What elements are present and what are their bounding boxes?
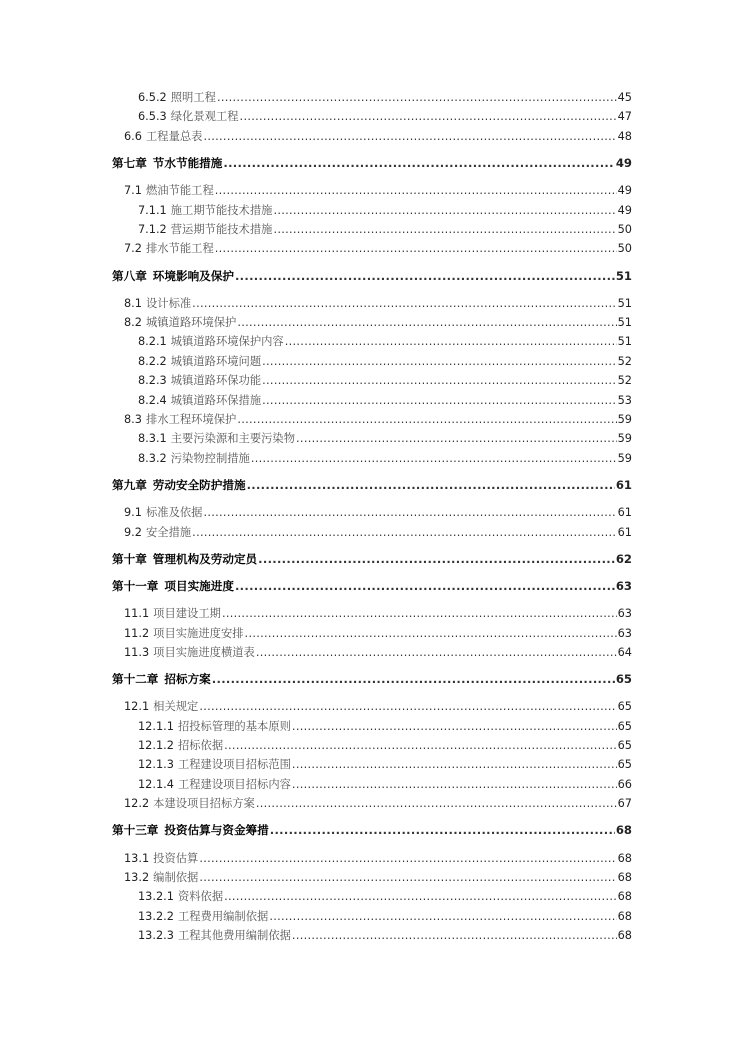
toc-entry[interactable]: [0, 604, 744, 623]
dot-leader: [273, 220, 616, 239]
toc-entry-number: 第十二章: [112, 672, 159, 687]
toc-entry-page: 63: [617, 626, 632, 640]
toc-entry-page: 68: [617, 851, 632, 865]
dot-leader: [245, 624, 617, 643]
dot-leader: [247, 476, 615, 495]
toc-entry-page: 65: [617, 739, 632, 753]
toc-entry[interactable]: [0, 717, 744, 736]
dot-leader: [292, 755, 617, 774]
toc-entry[interactable]: [0, 736, 744, 755]
toc-entry[interactable]: [0, 523, 744, 542]
toc-entry[interactable]: [0, 371, 744, 390]
toc-entry[interactable]: [0, 907, 744, 926]
toc-entry[interactable]: [0, 503, 744, 522]
dot-leader: [262, 371, 616, 390]
toc-entry-number: 8.2.4: [138, 393, 167, 407]
toc-chapter-entry[interactable]: [0, 267, 744, 286]
toc-entry[interactable]: [0, 391, 744, 410]
toc-entry-page: 51: [617, 316, 632, 330]
toc-entry-page: 66: [617, 777, 632, 791]
toc-entry-number: 8.1: [124, 296, 142, 310]
toc-entry-page: 65: [617, 700, 632, 714]
dot-leader: [296, 429, 617, 448]
toc-entry-page: 68: [615, 823, 632, 838]
dot-leader: [240, 107, 617, 126]
toc-entry-page: 61: [617, 506, 632, 520]
toc-entry-page: 68: [617, 909, 632, 923]
toc-entry-title: 工程其他费用编制依据: [177, 929, 291, 943]
toc-entry-title: 招投标管理的基本原则: [177, 719, 291, 733]
toc-entry[interactable]: [0, 201, 744, 220]
toc-entry-number: 11.3: [124, 645, 150, 659]
toc-entry-page: 51: [617, 296, 632, 310]
toc-entry[interactable]: [0, 643, 744, 662]
toc-entry-number: 8.3: [124, 413, 142, 427]
toc-entry[interactable]: [0, 624, 744, 643]
toc-entry-number: 12.1.1: [138, 719, 174, 733]
toc-entry-page: 51: [617, 335, 632, 349]
toc-entry-number: 11.2: [124, 626, 150, 640]
toc-entry-page: 52: [617, 374, 632, 388]
toc-entry-number: 12.1: [124, 700, 150, 714]
toc-entry-number: 13.2.3: [138, 929, 174, 943]
toc-entry-page: 52: [617, 354, 632, 368]
toc-chapter-entry[interactable]: [0, 476, 744, 495]
toc-entry[interactable]: [0, 429, 744, 448]
toc-entry[interactable]: [0, 775, 744, 794]
dot-leader: [237, 313, 616, 332]
toc-entry-page: 59: [617, 413, 632, 427]
toc-entry-number: 7.1: [124, 184, 142, 198]
dot-leader: [251, 449, 617, 468]
toc-entry-page: 50: [617, 242, 632, 256]
toc-entry[interactable]: [0, 181, 744, 200]
dot-leader: [215, 181, 617, 200]
dot-leader: [262, 391, 616, 410]
toc-entry-title: 污染物控制措施: [170, 451, 250, 465]
toc-entry[interactable]: [0, 697, 744, 716]
toc-entry-title: 主要污染源和主要污染物: [170, 432, 296, 446]
toc-entry-page: 49: [615, 155, 632, 170]
toc-entry-title: 工程建设项目招标范围: [177, 758, 291, 772]
toc-entry[interactable]: [0, 926, 744, 945]
toc-entry[interactable]: [0, 107, 744, 126]
toc-entry-page: 49: [617, 203, 632, 217]
dot-leader: [292, 717, 617, 736]
toc-entry-page: 68: [617, 890, 632, 904]
toc-entry-number: 9.1: [124, 506, 142, 520]
toc-entry-title: 排水工程环境保护: [145, 413, 237, 427]
toc-entry-number: 第七章: [112, 155, 147, 170]
toc-entry[interactable]: [0, 849, 744, 868]
toc-entry-number: 11.1: [124, 607, 150, 621]
toc-entry-page: 62: [615, 551, 632, 566]
dot-leader: [235, 577, 615, 596]
toc-chapter-entry[interactable]: [0, 550, 744, 569]
toc-entry-title: 燃油节能工程: [145, 184, 214, 198]
table-of-contents: [0, 88, 744, 946]
toc-entry-number: 13.1: [124, 851, 150, 865]
toc-entry[interactable]: [0, 127, 744, 146]
dot-leader: [203, 503, 616, 522]
dot-leader: [222, 604, 617, 623]
toc-entry-number: 9.2: [124, 525, 142, 539]
toc-entry-number: 第十章: [112, 551, 147, 566]
toc-entry-title: 本建设项目招标方案: [153, 797, 255, 811]
toc-entry-page: 51: [615, 268, 632, 283]
toc-entry-title: 劳动安全防护措施: [152, 478, 246, 493]
toc-entry-title: 城镇道路环境保护: [145, 316, 237, 330]
toc-entry[interactable]: [0, 868, 744, 887]
toc-entry-page: 45: [617, 91, 632, 104]
toc-entry-title: 照明工程: [170, 91, 216, 104]
dot-leader: [285, 332, 617, 351]
toc-entry-number: 7.2: [124, 242, 142, 256]
toc-entry-page: 65: [617, 719, 632, 733]
toc-entry-number: 第八章: [112, 268, 147, 283]
toc-entry-title: 工程费用编制依据: [177, 909, 269, 923]
dot-leader: [235, 267, 615, 286]
toc-entry-number: 8.3.2: [138, 451, 167, 465]
toc-entry[interactable]: [0, 88, 744, 107]
toc-entry-title: 管理机构及劳动定员: [152, 551, 258, 566]
toc-entry-number: 7.1.2: [138, 222, 167, 236]
dot-leader: [199, 849, 616, 868]
toc-entry-number: 6.6: [124, 129, 142, 143]
toc-entry-page: 64: [617, 645, 632, 659]
toc-entry-title: 标准及依据: [145, 506, 203, 520]
toc-entry-page: 65: [617, 758, 632, 772]
dot-leader: [269, 907, 616, 926]
toc-chapter-entry[interactable]: [0, 821, 744, 840]
toc-entry-page: 68: [617, 871, 632, 885]
toc-entry-number: 13.2.1: [138, 890, 174, 904]
dot-leader: [224, 887, 616, 906]
toc-entry-page: 65: [615, 672, 632, 687]
toc-entry-page: 63: [615, 578, 632, 593]
dot-leader: [292, 926, 617, 945]
toc-entry-title: 营运期节能技术措施: [170, 222, 273, 236]
dot-leader: [237, 410, 616, 429]
toc-chapter-entry[interactable]: [0, 670, 744, 689]
toc-entry-number: 第十一章: [112, 578, 159, 593]
toc-entry-page: 53: [617, 393, 632, 407]
toc-entry-title: 城镇道路环保功能: [170, 374, 262, 388]
dot-leader: [270, 821, 615, 840]
toc-entry-title: 投资估算与资金筹措: [164, 823, 269, 838]
toc-entry-page: 67: [617, 797, 632, 811]
toc-entry-title: 城镇道路环保措施: [170, 393, 262, 407]
toc-entry-number: 6.5.3: [138, 110, 167, 124]
toc-entry-number: 第十三章: [112, 823, 159, 838]
toc-entry-title: 编制依据: [153, 871, 199, 885]
dot-leader: [199, 868, 616, 887]
toc-entry-number: 13.2.2: [138, 909, 174, 923]
toc-entry-title: 工程建设项目招标内容: [177, 777, 291, 791]
toc-entry-number: 12.2: [124, 797, 150, 811]
toc-entry-title: 项目实施进度安排: [153, 626, 244, 640]
toc-entry[interactable]: [0, 410, 744, 429]
toc-entry[interactable]: [0, 887, 744, 906]
toc-entry-number: 第九章: [112, 478, 147, 493]
toc-entry-title: 项目实施进度横道表: [153, 645, 255, 659]
toc-entry-page: 47: [617, 110, 632, 124]
toc-entry[interactable]: [0, 239, 744, 258]
toc-entry-number: 8.2.1: [138, 335, 167, 349]
dot-leader: [256, 794, 617, 813]
toc-entry-number: 12.1.4: [138, 777, 174, 791]
toc-entry-title: 招标方案: [164, 672, 211, 687]
toc-entry-title: 项目建设工期: [153, 607, 221, 621]
dot-leader: [203, 127, 616, 146]
toc-entry-page: 49: [617, 184, 632, 198]
toc-entry[interactable]: [0, 449, 744, 468]
dot-leader: [224, 736, 616, 755]
toc-entry-title: 施工期节能技术措施: [170, 203, 273, 217]
toc-entry-title: 排水节能工程: [145, 242, 214, 256]
toc-entry[interactable]: [0, 352, 744, 371]
toc-entry-page: 63: [617, 607, 632, 621]
toc-entry-page: 61: [617, 525, 632, 539]
toc-entry-title: 城镇道路环境问题: [170, 354, 262, 368]
toc-entry-number: 12.1.3: [138, 758, 174, 772]
dot-leader: [223, 154, 614, 173]
toc-entry-number: 8.2.2: [138, 354, 167, 368]
dot-leader: [199, 697, 616, 716]
toc-entry-number: 13.2: [124, 871, 150, 885]
toc-entry-number: 7.1.1: [138, 203, 167, 217]
toc-entry-page: 50: [617, 222, 632, 236]
toc-entry-number: 6.5.2: [138, 91, 167, 104]
toc-entry-page: 59: [617, 432, 632, 446]
toc-chapter-entry[interactable]: [0, 577, 744, 596]
toc-entry-title: 招标依据: [177, 739, 224, 753]
toc-entry-page: 59: [617, 451, 632, 465]
dot-leader: [258, 550, 615, 569]
dot-leader: [215, 239, 617, 258]
dot-leader: [212, 670, 615, 689]
toc-entry-title: 投资估算: [153, 851, 199, 865]
toc-entry-title: 安全措施: [145, 525, 192, 539]
toc-entry-page: 61: [615, 478, 632, 493]
toc-entry-page: 48: [617, 129, 632, 143]
toc-entry-number: 8.3.1: [138, 432, 167, 446]
dot-leader: [262, 352, 616, 371]
toc-entry-title: 项目实施进度: [164, 578, 234, 593]
toc-entry-title: 环境影响及保护: [152, 268, 234, 283]
toc-entry-title: 绿化景观工程: [170, 110, 239, 124]
toc-entry[interactable]: [0, 294, 744, 313]
toc-entry-title: 相关规定: [153, 700, 199, 714]
toc-entry[interactable]: [0, 755, 744, 774]
toc-entry[interactable]: [0, 313, 744, 332]
toc-entry-title: 资料依据: [177, 890, 224, 904]
toc-entry-number: 12.1.2: [138, 739, 174, 753]
toc-chapter-entry[interactable]: [0, 154, 744, 173]
toc-entry-page: 68: [617, 929, 632, 943]
dot-leader: [192, 523, 616, 542]
dot-leader: [192, 294, 616, 313]
dot-leader: [292, 775, 617, 794]
toc-entry-title: 工程量总表: [145, 129, 203, 143]
toc-entry[interactable]: [0, 220, 744, 239]
toc-entry[interactable]: [0, 794, 744, 813]
toc-entry-title: 城镇道路环境保护内容: [170, 335, 284, 349]
toc-entry[interactable]: [0, 332, 744, 351]
toc-entry-number: 8.2: [124, 316, 142, 330]
dot-leader: [273, 201, 616, 220]
toc-entry-title: 设计标准: [145, 296, 192, 310]
dot-leader: [217, 88, 617, 107]
dot-leader: [256, 643, 617, 662]
toc-entry-title: 节水节能措施: [152, 155, 223, 170]
toc-entry-number: 8.2.3: [138, 374, 167, 388]
